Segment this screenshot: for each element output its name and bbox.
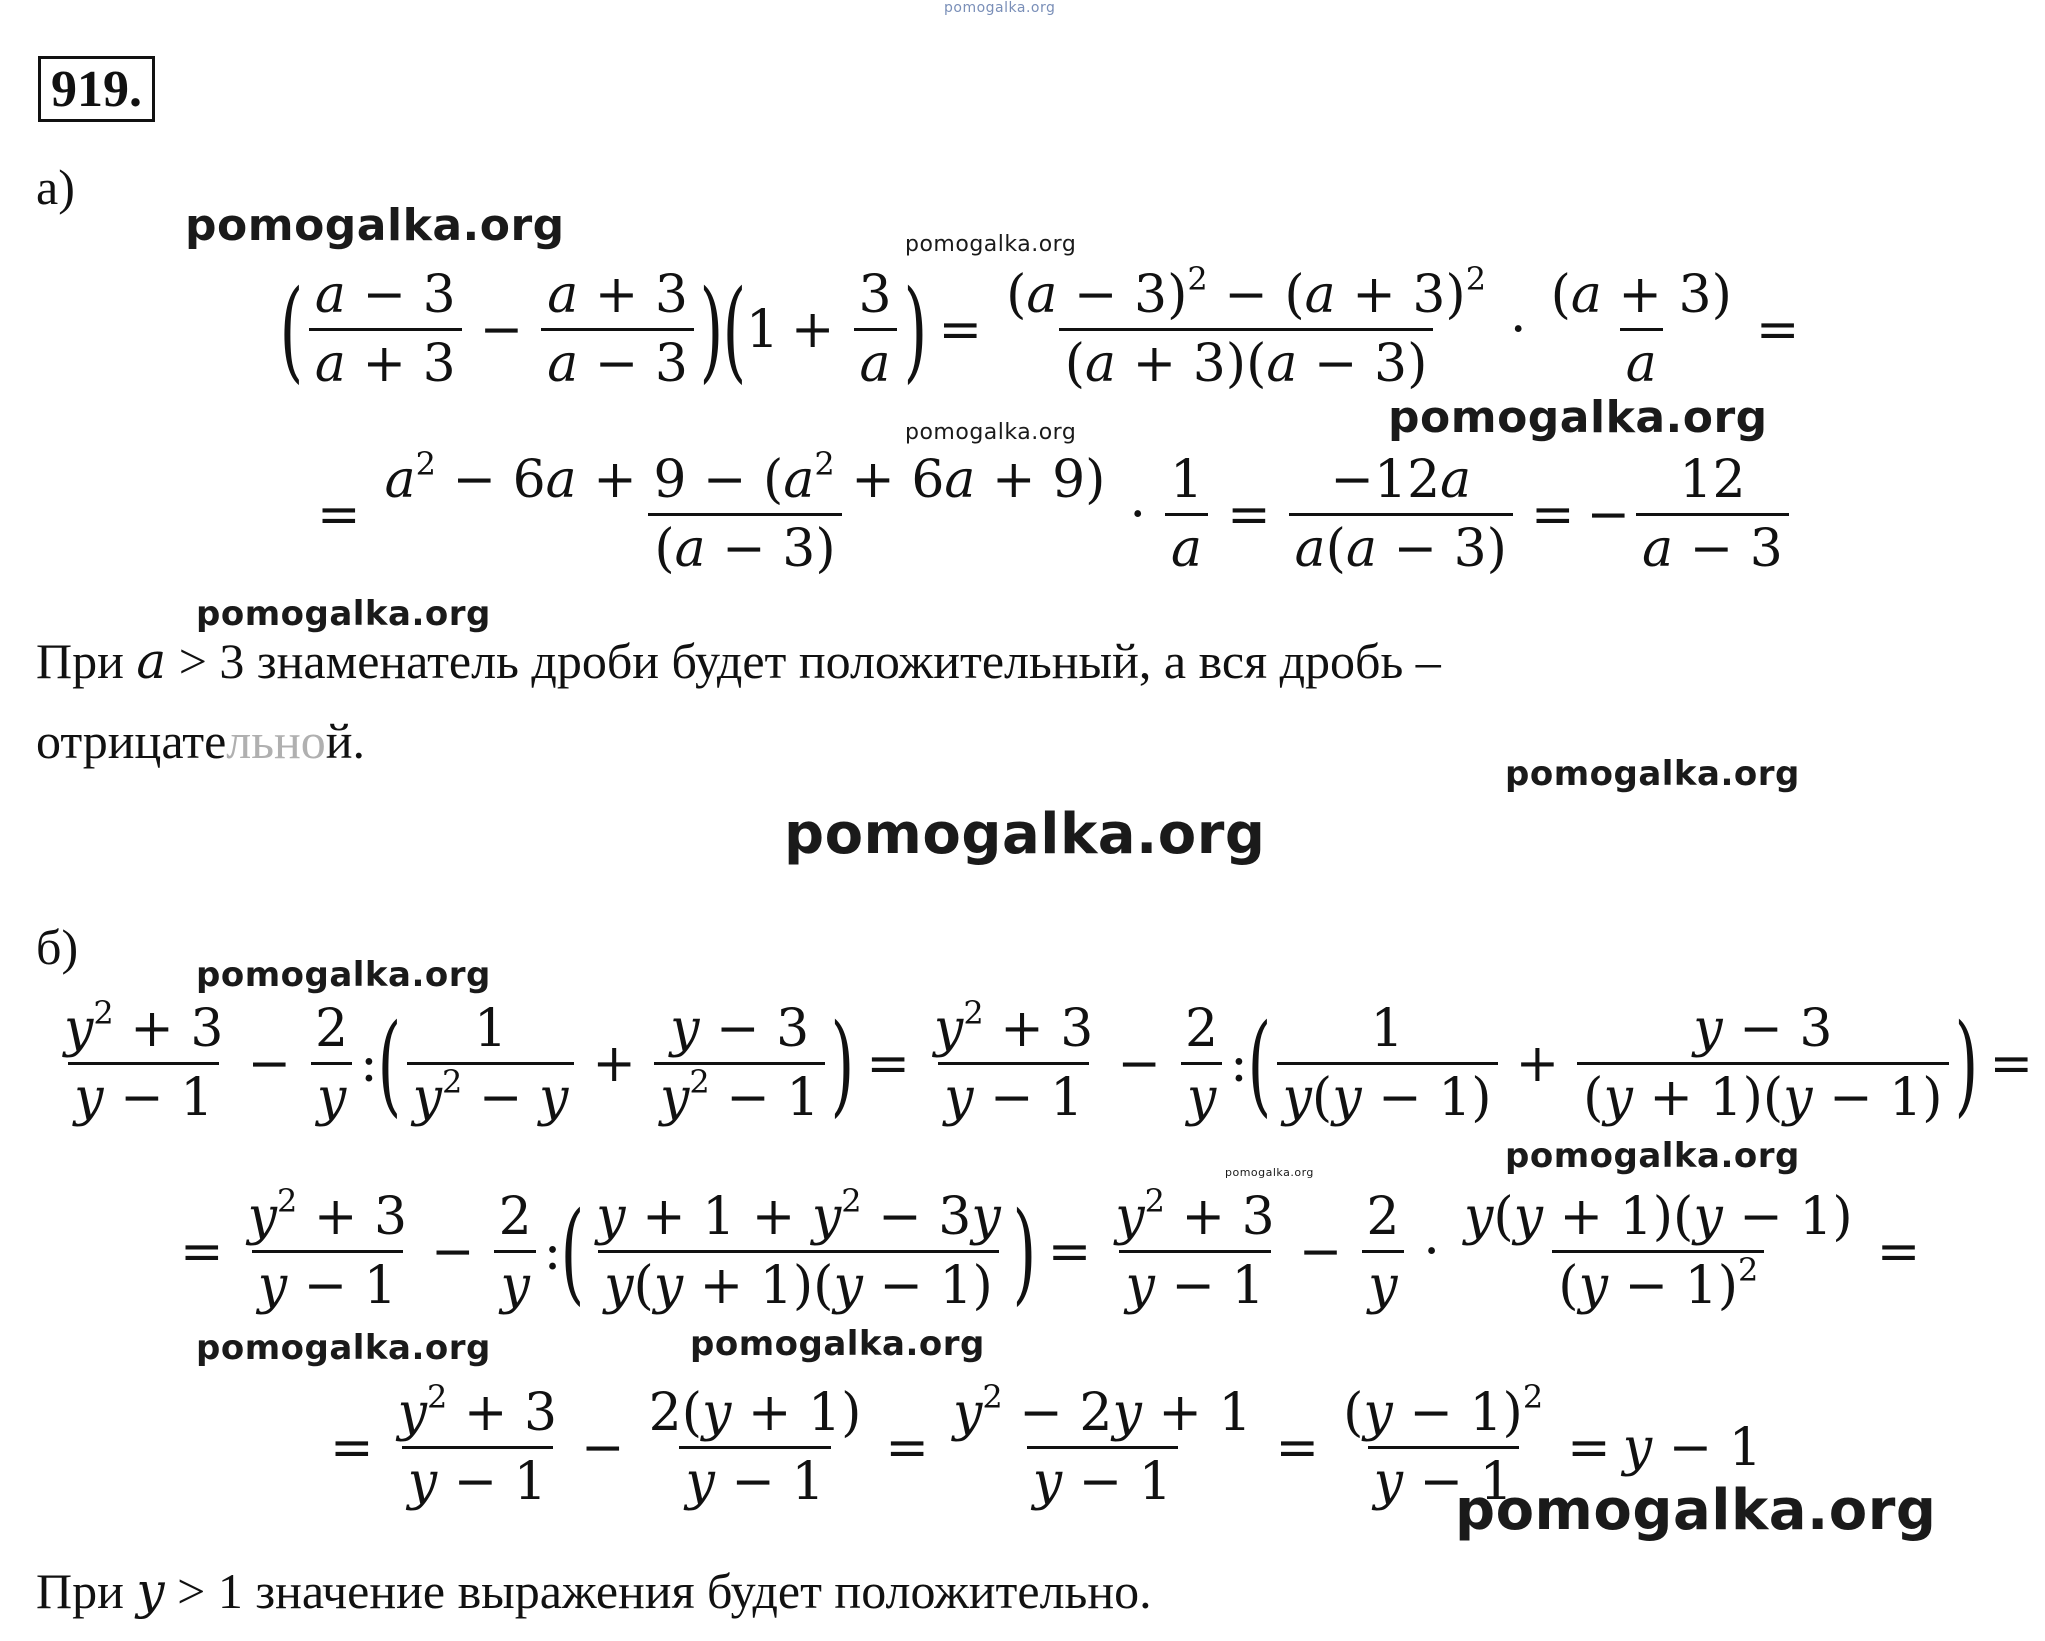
watermark: pomogalka.org bbox=[905, 420, 1077, 445]
conclusion-condition: > 1 bbox=[177, 1563, 243, 1619]
watermark: pomogalka.org bbox=[196, 594, 491, 634]
watermark: pomogalka.org bbox=[1505, 754, 1800, 794]
equation-a-line2: = $\frac{a^2 - 6a + 9 - (a^2 + 6a + 9)}{(a - 3)}$ · $\frac{1}{a}$ = $\frac{-12a}{a(a - 3)}$ = − $\frac{12}{a - 3}$ bbox=[305, 447, 1795, 582]
equation-b-line1: $\frac{y^2 + 3}{y - 1}$ − $\frac{2}{y}$ : ( $\frac{1}{y^2 - y}$ + $\frac{y - 3}{y^2 - 1}$ ) = $\frac{y^2 + 3}{y - 1}$ − $\frac{2}{y}$ : ( $\frac{1}{y(y - 1)}$ + $\frac{y - 3}{(y + 1)(y - 1)}$ ) = bbox=[52, 996, 2045, 1131]
conclusion-text-faded: льно bbox=[226, 713, 326, 769]
equation-a-line1: ( $\frac{a - 3}{a + 3}$ − $\frac{a + 3}{a - 3}$ ) ( 1 + $\frac{3}{a}$ ) = $\frac{(a - 3)^2 - (a + 3)^2}{(a + 3)(a - 3)}$ · $\frac{(a + 3)}{a}$ = bbox=[280, 262, 1811, 397]
watermark: pomogalka.org bbox=[1505, 1136, 1800, 1176]
watermark: pomogalka.org bbox=[690, 1324, 985, 1364]
conclusion-condition: > 3 bbox=[178, 633, 245, 689]
watermark: pomogalka.org bbox=[1388, 392, 1768, 443]
conclusion-text: й. bbox=[325, 713, 366, 769]
part-a-conclusion-line2 bbox=[36, 712, 365, 770]
watermark: pomogalka.org bbox=[196, 955, 491, 995]
conclusion-variable: a bbox=[136, 632, 167, 690]
watermark: pomogalka.org bbox=[905, 232, 1077, 257]
conclusion-prefix: При bbox=[36, 1563, 124, 1619]
watermark-top: pomogalka.org bbox=[944, 0, 1056, 16]
conclusion-text: значение выражения будет положительно. bbox=[255, 1563, 1152, 1619]
conclusion-text: отрицате bbox=[36, 713, 227, 769]
part-a-label: а) bbox=[36, 159, 75, 215]
conclusion-prefix: При bbox=[36, 633, 124, 689]
problem-number: 919. bbox=[38, 56, 155, 122]
part-b-label: б) bbox=[36, 919, 79, 975]
conclusion-text: знаменатель дроби будет положительный, а вся дробь – bbox=[256, 633, 1441, 689]
watermark: pomogalka.org bbox=[1225, 1166, 1314, 1179]
part-a-conclusion-line1 bbox=[36, 632, 1441, 690]
part-b-conclusion bbox=[36, 1562, 1152, 1620]
equation-b-line3: = $\frac{y^2 + 3}{y - 1}$ − $\frac{2(y + 1)}{y - 1}$ = $\frac{y^2 - 2y + 1}{y - 1}$ = $\frac{(y - 1)^2}{y - 1}$ = y − 1 bbox=[318, 1380, 1762, 1515]
equation-b-line2: = $\frac{y^2 + 3}{y - 1}$ − $\frac{2}{y}$ : ( $\frac{y + 1 + y^2 - 3y}{y(y + 1)(y - 1)}$ ) = $\frac{y^2 + 3}{y - 1}$ − $\frac{2}{y}$ · $\frac{y(y + 1)(y - 1)}{(y - 1)^2}$ = bbox=[168, 1184, 1932, 1319]
watermark: pomogalka.org bbox=[196, 1328, 491, 1368]
conclusion-variable: y bbox=[136, 1562, 165, 1620]
watermark: pomogalka.org bbox=[185, 200, 565, 251]
watermark: pomogalka.org bbox=[1455, 1478, 1937, 1543]
watermark: pomogalka.org bbox=[784, 802, 1266, 867]
